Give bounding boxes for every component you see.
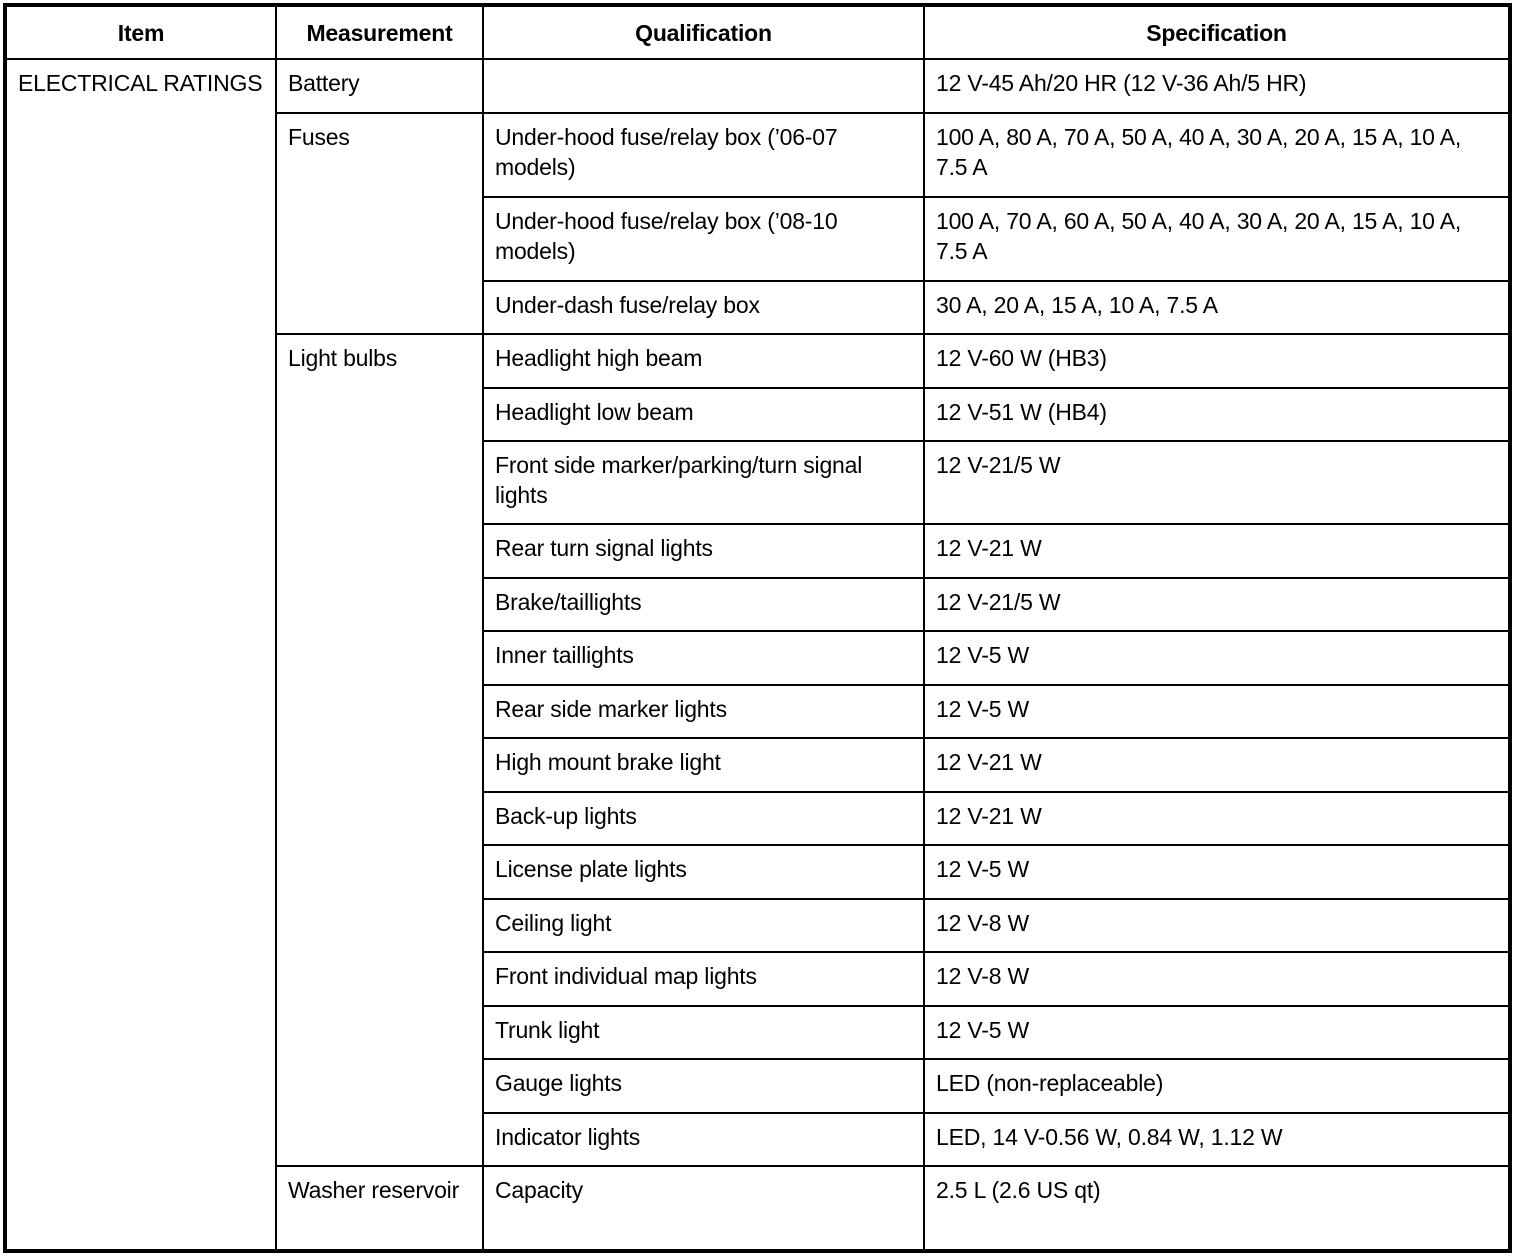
- specification-cell: 2.5 L (2.6 US qt): [924, 1166, 1509, 1250]
- specification-cell: 12 V-45 Ah/20 HR (12 V-36 Ah/5 HR): [924, 59, 1509, 113]
- qualification-cell: Indicator lights: [483, 1113, 924, 1167]
- measurement-cell: Fuses: [276, 113, 483, 335]
- specification-cell: 12 V-8 W: [924, 899, 1509, 953]
- specification-cell: LED, 14 V-0.56 W, 0.84 W, 1.12 W: [924, 1113, 1509, 1167]
- measurement-cell: Battery: [276, 59, 483, 113]
- qualification-cell: Under-hood fuse/relay box (’08-10 models): [483, 197, 924, 281]
- qualification-cell: Under-hood fuse/relay box (’06-07 models): [483, 113, 924, 197]
- item-cell: ELECTRICAL RATINGS: [6, 59, 276, 1250]
- qualification-cell: Under-dash fuse/relay box: [483, 281, 924, 335]
- specification-cell: 100 A, 70 A, 60 A, 50 A, 40 A, 30 A, 20 A, 15 A, 10 A, 7.5 A: [924, 197, 1509, 281]
- specification-cell: 12 V-60 W (HB3): [924, 334, 1509, 388]
- specification-cell: 12 V-21 W: [924, 792, 1509, 846]
- header-qualification: Qualification: [483, 6, 924, 59]
- header-item: Item: [6, 6, 276, 59]
- qualification-cell: Inner taillights: [483, 631, 924, 685]
- specification-cell: 12 V-51 W (HB4): [924, 388, 1509, 442]
- header-specification: Specification: [924, 6, 1509, 59]
- qualification-cell: Rear side marker lights: [483, 685, 924, 739]
- specification-cell: 100 A, 80 A, 70 A, 50 A, 40 A, 30 A, 20 A, 15 A, 10 A, 7.5 A: [924, 113, 1509, 197]
- qualification-cell: Rear turn signal lights: [483, 524, 924, 578]
- qualification-cell: Front side marker/parking/turn signal lights: [483, 441, 924, 524]
- specification-cell: 12 V-5 W: [924, 685, 1509, 739]
- qualification-cell: Ceiling light: [483, 899, 924, 953]
- qualification-cell: Headlight high beam: [483, 334, 924, 388]
- specification-cell: 12 V-5 W: [924, 631, 1509, 685]
- qualification-cell: Capacity: [483, 1166, 924, 1250]
- qualification-cell: License plate lights: [483, 845, 924, 899]
- specification-cell: 12 V-5 W: [924, 1006, 1509, 1060]
- specification-cell: 30 A, 20 A, 15 A, 10 A, 7.5 A: [924, 281, 1509, 335]
- specification-cell: 12 V-21/5 W: [924, 441, 1509, 524]
- qualification-cell: Gauge lights: [483, 1059, 924, 1113]
- header-measurement: Measurement: [276, 6, 483, 59]
- qualification-cell: [483, 59, 924, 113]
- table-body: [6, 59, 1509, 1250]
- specification-cell: 12 V-21/5 W: [924, 578, 1509, 632]
- qualification-cell: Brake/taillights: [483, 578, 924, 632]
- specification-cell: 12 V-8 W: [924, 952, 1509, 1006]
- measurement-cell: Light bulbs: [276, 334, 483, 1166]
- specification-cell: LED (non-replaceable): [924, 1059, 1509, 1113]
- qualification-cell: High mount brake light: [483, 738, 924, 792]
- qualification-cell: Back-up lights: [483, 792, 924, 846]
- qualification-cell: Front individual map lights: [483, 952, 924, 1006]
- specification-cell: 12 V-21 W: [924, 524, 1509, 578]
- specification-cell: 12 V-21 W: [924, 738, 1509, 792]
- measurement-cell: Washer reservoir: [276, 1166, 483, 1250]
- electrical-ratings-table: [5, 5, 1510, 1251]
- header-row: [6, 6, 1509, 59]
- specification-cell: 12 V-5 W: [924, 845, 1509, 899]
- qualification-cell: Headlight low beam: [483, 388, 924, 442]
- qualification-cell: Trunk light: [483, 1006, 924, 1060]
- table-row: [6, 59, 1509, 113]
